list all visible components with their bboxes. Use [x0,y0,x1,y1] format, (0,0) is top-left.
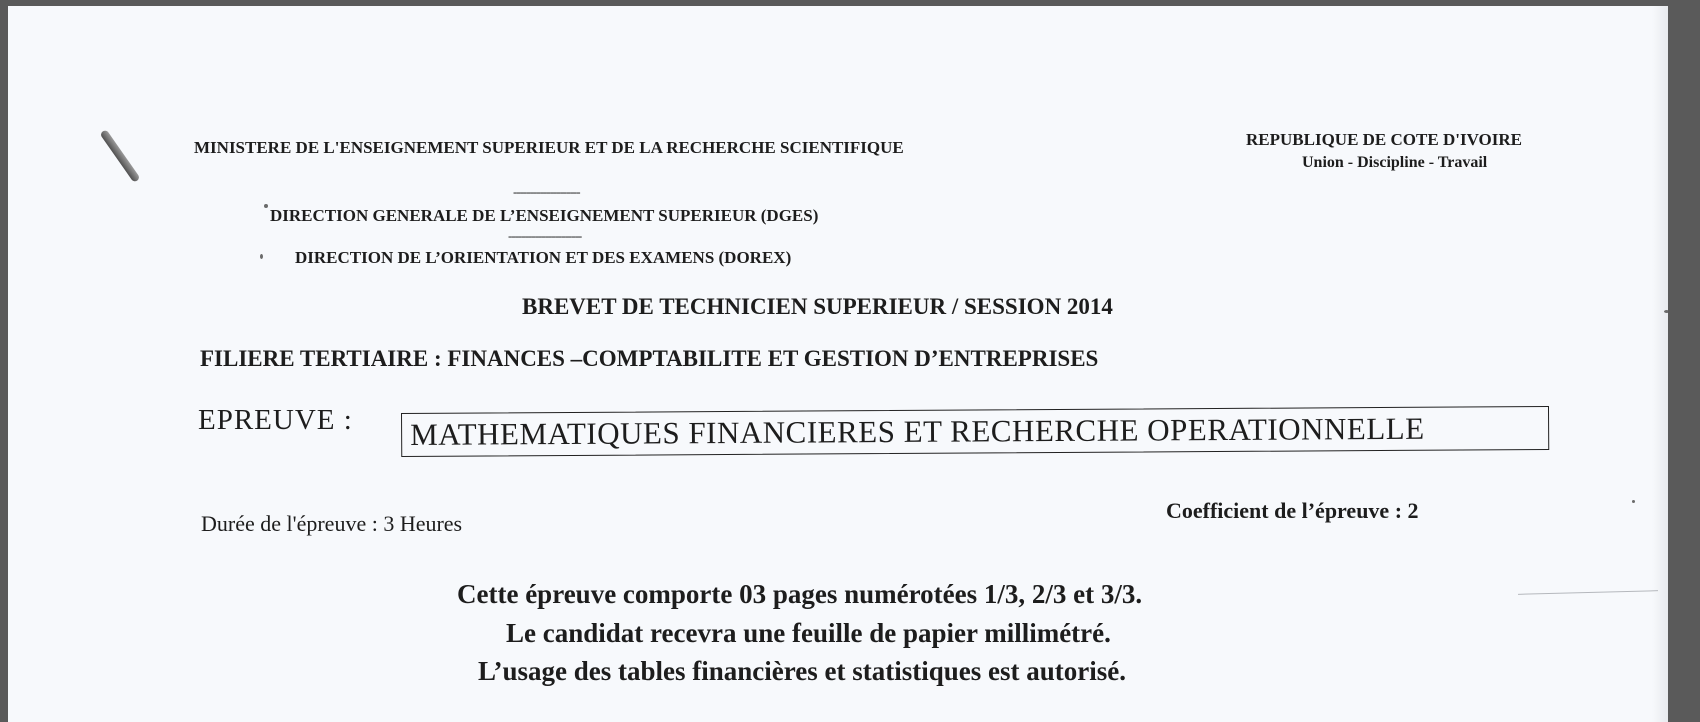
faint-line [1518,590,1658,595]
direction-generale-heading: DIRECTION GENERALE DE L’ENSEIGNEMENT SUPERIEUR (DGES) [270,206,819,225]
exam-session-title: BREVET DE TECHNICIEN SUPERIEUR / SESSION 2014 [522,294,1113,319]
instruction-line: L’usage des tables financières et statistiques est autorisé. [478,656,1126,686]
exam-duration: Durée de l'épreuve : 3 Heures [201,511,463,536]
page-edge-shadow [1652,6,1668,722]
filiere-line: FILIERE TERTIAIRE : FINANCES –COMPTABILITE ET GESTION D’ENTREPRISES [200,346,1099,371]
ministry-heading: MINISTERE DE L'ENSEIGNEMENT SUPERIEUR ET DE LA RECHERCHE SCIENTIFIQUE [194,138,904,157]
paper-speck [1664,310,1668,313]
separator-line: -------------------- [513,184,580,199]
direction-orientation-heading: DIRECTION DE L’ORIENTATION ET DES EXAMENS (DOREX) [295,248,792,267]
instruction-line: Cette épreuve comporte 03 pages numérotées 1/3, 2/3 et 3/3. [457,579,1143,609]
instruction-line: Le candidat recevra une feuille de papier millimétré. [506,618,1111,648]
exam-coefficient: Coefficient de l’épreuve : 2 [1166,498,1419,523]
national-motto: Union - Discipline - Travail [1302,154,1488,171]
paper-speck [1632,500,1635,503]
staple-icon [100,129,141,183]
republic-heading: REPUBLIQUE DE COTE D'IVOIRE [1246,130,1522,149]
epreuve-label: EPREUVE : [198,404,353,436]
separator-line: ---------------------- [508,228,582,243]
epreuve-name-box [401,406,1549,457]
exam-cover-page [8,6,1668,722]
paper-speck [264,204,268,208]
paper-speck [260,254,263,259]
epreuve-name: MATHEMATIQUES FINANCIERES ET RECHERCHE OPERATIONNELLE [410,410,1425,452]
